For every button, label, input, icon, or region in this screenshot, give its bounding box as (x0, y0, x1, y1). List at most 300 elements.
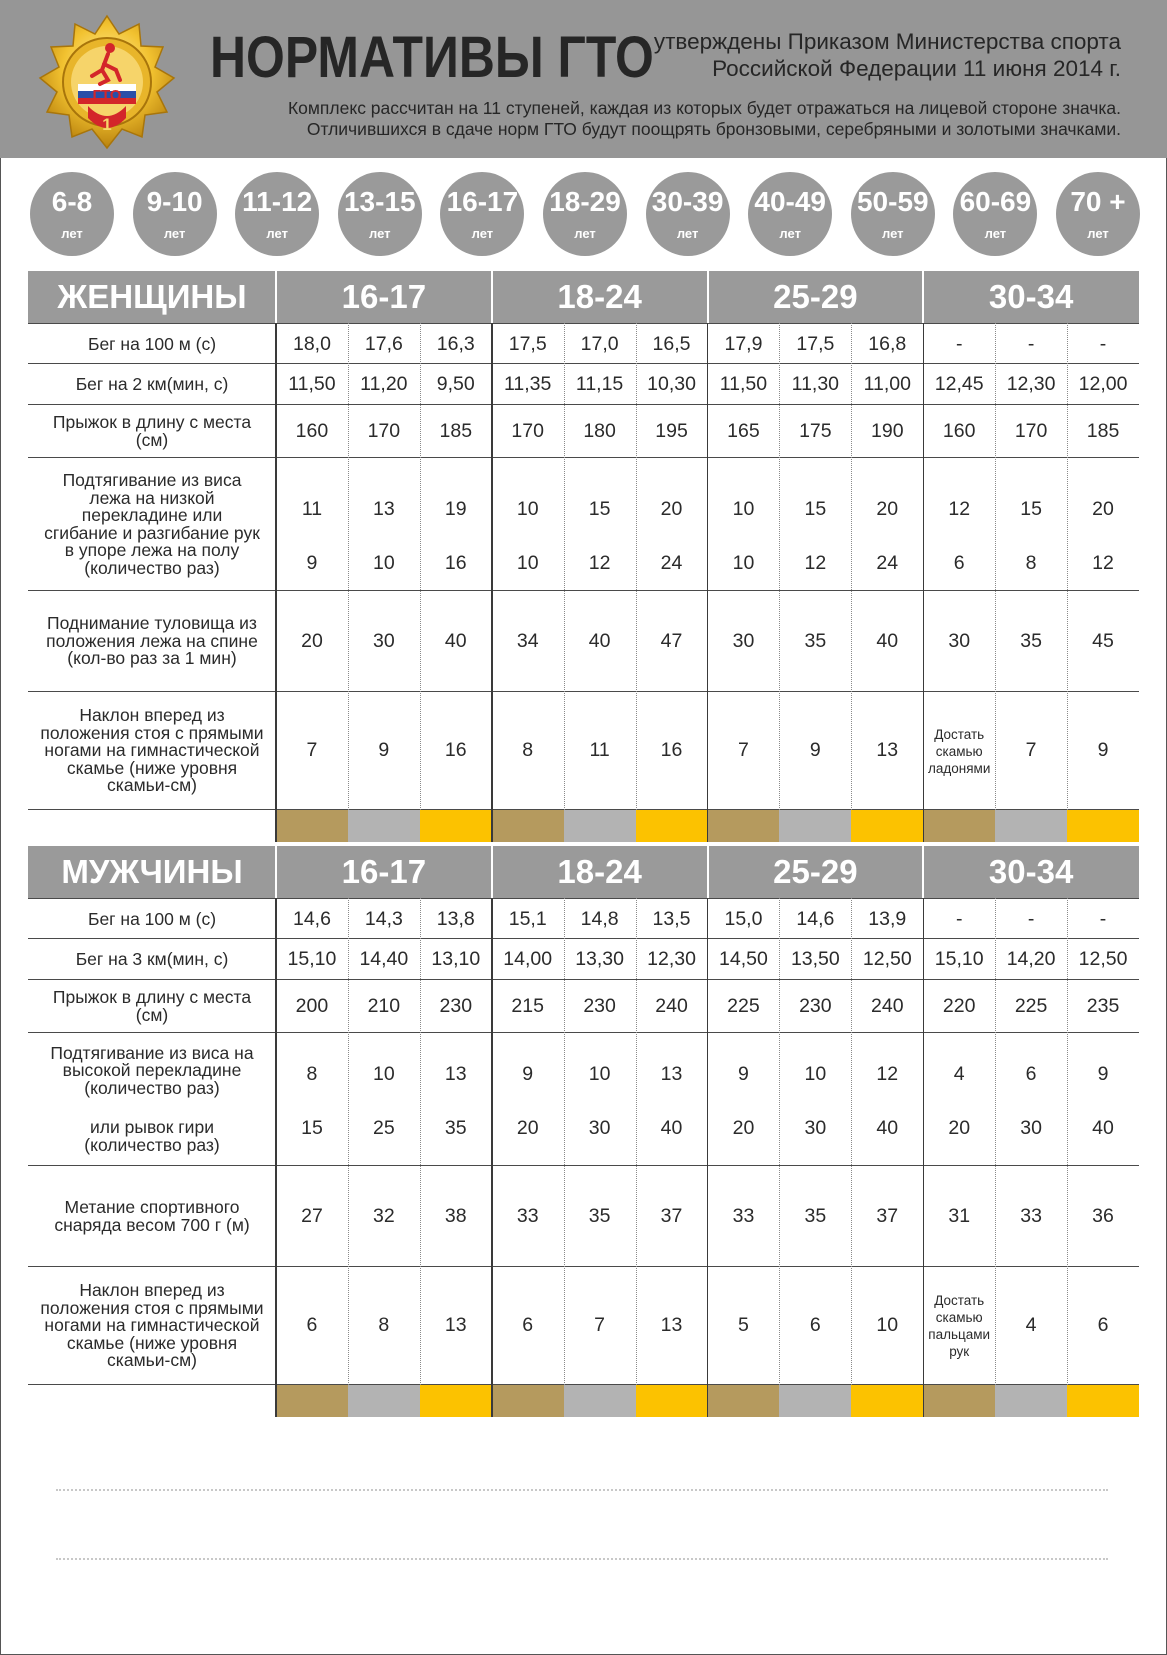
norm-value: 14,3 (364, 907, 403, 930)
column-divider (1067, 323, 1068, 810)
norm-value: - (1027, 907, 1035, 930)
header-divider (491, 271, 493, 323)
norm-value: 33 (516, 1204, 539, 1227)
norm-value: 10 (373, 552, 395, 574)
norm-value: 8 (1025, 552, 1037, 574)
table-row (28, 591, 1139, 692)
norm-value: 30 (804, 1117, 827, 1139)
norm-value: 30 (1020, 1117, 1042, 1139)
norm-value: 10 (732, 552, 755, 574)
table-row (28, 458, 1139, 591)
exercise-label (28, 1033, 276, 1166)
norm-value: 14,40 (359, 947, 409, 970)
norm-value: 36 (1092, 1204, 1114, 1227)
norm-value: 13 (660, 1314, 683, 1336)
bronze-badge-strip (923, 1385, 995, 1417)
group-divider (923, 323, 925, 842)
norm-value: 160 (942, 419, 976, 442)
column-divider (564, 898, 565, 1385)
exercise-label (28, 591, 276, 692)
norm-value: 5 (738, 1314, 749, 1336)
column-divider (779, 898, 780, 1385)
badge-number: 1 (102, 115, 112, 134)
norm-value: 13 (444, 1314, 467, 1336)
age-stage-circle (748, 172, 832, 256)
exercise-label-line: ногами на гимнастической (44, 740, 260, 761)
norm-value: 9,50 (436, 372, 475, 395)
norm-value: 35 (444, 1117, 467, 1139)
norm-value: 13,8 (436, 907, 475, 930)
norm-value: 40 (444, 629, 467, 652)
norm-value: 20 (516, 1117, 539, 1139)
norm-value: 210 (367, 994, 401, 1017)
notes-line-2 (56, 1558, 1108, 1560)
norm-value: 12,50 (862, 947, 912, 970)
age-range: 16-17 (446, 186, 519, 217)
norm-value: 10 (732, 498, 755, 520)
exercise-label-line: положения стоя с прямыми (40, 1297, 264, 1318)
group-divider (275, 898, 277, 1417)
norm-value: 12 (804, 552, 827, 574)
table-header (28, 846, 1139, 898)
norm-value: - (1099, 907, 1107, 930)
column-divider (851, 323, 852, 810)
norm-value: 40 (876, 629, 899, 652)
norm-value: 200 (295, 994, 329, 1017)
norm-value: 24 (876, 552, 899, 574)
table-row (28, 1267, 1139, 1385)
description-line-2: Отличившихся в сдаче норм ГТО будут поощрять бронзовыми, серебряными и золотыми значками. (306, 119, 1121, 139)
norm-value: 10 (516, 552, 539, 574)
silver-badge-strip (995, 810, 1067, 842)
exercise-label (28, 692, 276, 810)
gold-badge-strip (1067, 1385, 1139, 1417)
norm-value: 12,50 (1078, 947, 1128, 970)
norm-value: 175 (799, 419, 832, 442)
norm-value: 20 (876, 498, 899, 520)
group-divider (707, 323, 709, 842)
exercise-label-line: Наклон вперед из (79, 1280, 225, 1301)
age-stage-circle (851, 172, 935, 256)
norm-value: 10 (516, 498, 539, 520)
age-unit: лет (984, 226, 1007, 241)
norm-value: 33 (1020, 1204, 1042, 1227)
age-group-header: 16-17 (341, 853, 427, 890)
badge-label: ГТО (92, 87, 122, 104)
silver-badge-strip (995, 1385, 1067, 1417)
exercise-label-line: (количество раз) (84, 557, 220, 578)
age-stage-circle (440, 172, 524, 256)
age-unit: лет (163, 226, 186, 241)
bronze-badge-strip (492, 810, 564, 842)
bronze-badge-strip (276, 810, 348, 842)
age-range: 18-29 (549, 186, 621, 217)
column-divider (1067, 898, 1068, 1385)
exercise-label (28, 324, 276, 365)
norm-value: 14,6 (796, 907, 835, 930)
age-unit: лет (779, 226, 801, 241)
age-group-header: 16-17 (341, 278, 427, 315)
notes-line-1 (56, 1489, 1108, 1491)
table-sex-title: ЖЕНЩИНЫ (57, 278, 247, 315)
group-divider (707, 898, 709, 1417)
norm-value: 31 (948, 1204, 971, 1227)
age-range: 60-69 (959, 186, 1032, 217)
norm-value: 190 (871, 419, 904, 442)
exercise-label-line: Наклон вперед из (79, 705, 225, 726)
norm-value: 30 (588, 1117, 611, 1139)
norm-value: 13,10 (431, 947, 481, 970)
norm-value: 15 (301, 1117, 323, 1139)
bronze-badge-strip (708, 810, 780, 842)
header-divider (491, 846, 493, 898)
norm-value: 185 (1086, 419, 1120, 442)
age-range: 13-15 (343, 186, 416, 217)
age-group-header: 25-29 (773, 853, 858, 890)
silver-badge-strip (564, 810, 636, 842)
norm-value: 20 (732, 1117, 755, 1139)
norm-value: - (955, 332, 963, 355)
norm-value: 9 (1097, 1063, 1109, 1085)
norm-value: 11,00 (863, 372, 911, 395)
table-header (28, 271, 1139, 323)
exercise-label-line: Бег на 100 м (с) (87, 908, 217, 929)
norm-value: 13 (373, 498, 395, 520)
norm-value: 9 (378, 739, 390, 761)
norm-value: 12 (876, 1063, 899, 1085)
norm-value: 35 (588, 1204, 611, 1227)
norm-value: 10 (373, 1063, 395, 1085)
bronze-badge-strip (923, 810, 995, 842)
norm-value: 34 (516, 629, 539, 652)
norm-value: 14,50 (719, 947, 768, 970)
norm-value: 17,5 (508, 332, 547, 355)
exercise-label-line: ногами на гимнастической (44, 1315, 260, 1336)
age-range: 9-10 (146, 186, 203, 217)
norm-value: 12,30 (1006, 372, 1056, 395)
gto-badge-icon (38, 14, 176, 152)
norm-value: 6 (306, 1314, 318, 1336)
age-range: 6-8 (51, 186, 93, 217)
approval-line-1: утверждены Приказом Министерства спорта (653, 29, 1121, 54)
age-stage-circle (543, 172, 627, 256)
norm-value: 10,30 (647, 372, 696, 395)
column-divider (779, 323, 780, 810)
norm-value: 7 (738, 739, 749, 761)
norm-value: 35 (1020, 629, 1042, 652)
norm-value: 19 (444, 498, 467, 520)
exercise-label-line: высокой перекладине (62, 1060, 242, 1081)
exercise-label-line: лежа на низкой (89, 487, 215, 508)
group-divider (491, 898, 493, 1417)
norm-value: 4 (953, 1063, 965, 1085)
exercise-label-line: скамье (ниже уровня (66, 757, 238, 778)
norm-value: 30 (948, 629, 971, 652)
norm-value: 9 (522, 1063, 534, 1085)
norm-value: 9 (306, 552, 318, 574)
norm-value: 6 (522, 1314, 534, 1336)
exercise-label-line: (см) (135, 1004, 169, 1025)
norm-value: 6 (1025, 1063, 1037, 1085)
table-row (28, 898, 1139, 939)
exercise-label-line: (количество раз) (84, 1077, 220, 1098)
norm-value: 37 (660, 1204, 683, 1227)
norm-value: 14,8 (580, 907, 619, 930)
norm-value: - (1027, 332, 1035, 355)
age-unit: лет (266, 226, 288, 241)
silver-badge-strip (779, 1385, 851, 1417)
norm-value: 6 (809, 1314, 821, 1336)
norm-value: 13 (660, 1063, 683, 1085)
norm-value: 47 (660, 629, 683, 652)
norm-value: 13,9 (868, 907, 907, 930)
gold-badge-strip (1067, 810, 1139, 842)
column-divider (420, 898, 421, 1385)
age-stage-circle (235, 172, 319, 256)
norm-value: 12,00 (1078, 372, 1128, 395)
norm-value: 16,8 (868, 332, 907, 355)
norm-value: 30 (732, 629, 755, 652)
approval-note (654, 28, 1121, 82)
age-range: 50-59 (856, 186, 929, 217)
norm-value: 225 (1014, 994, 1048, 1017)
norm-value: 7 (1025, 739, 1037, 761)
norm-value: 230 (799, 994, 832, 1017)
table-row (28, 939, 1139, 980)
exercise-label-line: Прыжок в длину с места (52, 987, 252, 1007)
exercise-label-line: (см) (135, 429, 169, 450)
norm-value: 16 (444, 739, 467, 761)
norm-value: 9 (809, 739, 821, 761)
age-unit: лет (369, 226, 391, 241)
exercise-label-line: положения лежа на спине (46, 630, 258, 651)
norm-value: 25 (373, 1117, 395, 1139)
norm-value: 45 (1092, 629, 1114, 652)
column-divider (564, 323, 565, 810)
norm-value: 180 (583, 419, 616, 442)
norm-value: 11,20 (360, 372, 408, 395)
norm-value: 40 (876, 1117, 899, 1139)
age-stage-circle (953, 172, 1037, 256)
exercise-label-line: Бег на 3 км(мин, с) (75, 948, 229, 969)
norm-value: 27 (301, 1204, 323, 1227)
norm-value: 9 (1097, 739, 1109, 761)
column-divider (851, 898, 852, 1385)
age-unit: лет (676, 226, 699, 241)
exercise-label (28, 899, 276, 940)
norm-value: 11,50 (719, 372, 768, 395)
table-row (28, 692, 1139, 810)
norm-value: Достать скамью пальцами рук (928, 1293, 991, 1359)
description-line-1: Комплекс рассчитан на 11 ступеней, каждая из которых будет отражаться на лицевой стороне значка. (287, 98, 1121, 118)
exercise-label-line: Бег на 2 км(мин, с) (75, 373, 229, 394)
gold-badge-strip (851, 810, 923, 842)
column-divider (995, 898, 996, 1385)
exercise-label-line: Прыжок в длину с места (52, 412, 252, 432)
norm-value: 20 (301, 629, 323, 652)
exercise-label-line: Бег на 100 м (с) (87, 333, 217, 354)
exercise-label (28, 939, 276, 980)
age-range: 40-49 (754, 186, 826, 217)
norm-value: 38 (444, 1204, 467, 1227)
norm-value: 16 (444, 552, 467, 574)
exercise-label-line: скамьи-см) (107, 775, 197, 796)
norm-value: 24 (660, 552, 683, 574)
group-divider (923, 898, 925, 1417)
norm-value: 9 (738, 1063, 749, 1085)
norm-value: 11 (589, 739, 610, 761)
norm-value: 32 (373, 1204, 395, 1227)
silver-badge-strip (779, 810, 851, 842)
women-table (28, 271, 1139, 847)
norm-value: 13,5 (652, 907, 691, 930)
exercise-label-line: Метание спортивного (64, 1197, 240, 1217)
norm-value: 185 (439, 419, 473, 442)
norm-value: 215 (511, 994, 544, 1017)
exercise-label-line: Подтягивание из виса (62, 470, 242, 490)
norm-value: 16,3 (436, 332, 475, 355)
bronze-badge-strip (276, 1385, 348, 1417)
header-divider (275, 846, 277, 898)
silver-badge-strip (348, 810, 420, 842)
column-divider (636, 898, 637, 1385)
age-group-header: 18-24 (557, 853, 642, 890)
norm-value: 240 (871, 994, 904, 1017)
age-range: 11-12 (242, 186, 313, 217)
norm-value: 8 (378, 1314, 390, 1336)
norm-value: 8 (306, 1063, 318, 1085)
norm-value: 160 (295, 419, 329, 442)
table-row (28, 1033, 1139, 1166)
norm-value: 17,0 (580, 332, 619, 355)
exercise-label-line: скамьи-см) (107, 1350, 197, 1371)
norm-value: 6 (953, 552, 965, 574)
exercise-label-line: Поднимание туловища из (47, 613, 257, 634)
table-row (28, 323, 1139, 364)
men-table (28, 846, 1139, 1422)
group-divider (491, 323, 493, 842)
exercise-label-line: скамье (ниже уровня (66, 1332, 238, 1353)
norm-value: 17,5 (796, 332, 835, 355)
norm-value: 13 (444, 1063, 467, 1085)
age-group-header: 18-24 (557, 278, 642, 315)
exercise-label (28, 1267, 276, 1385)
norm-value: 40 (1092, 1117, 1114, 1139)
norm-value: 12,30 (647, 947, 696, 970)
header-divider (707, 271, 709, 323)
norm-value: 40 (660, 1117, 683, 1139)
norm-value: 10 (876, 1314, 899, 1336)
age-unit: лет (61, 226, 83, 241)
norm-value: 40 (588, 629, 611, 652)
norm-value: 11,50 (288, 372, 336, 395)
norm-value: 230 (439, 994, 473, 1017)
norm-value: 37 (876, 1204, 899, 1227)
exercise-label (28, 980, 276, 1033)
exercise-label (28, 364, 276, 405)
norm-value: 11,30 (791, 372, 840, 395)
age-group-header: 25-29 (773, 278, 858, 315)
age-stage-circle (30, 172, 114, 256)
norm-value: 15,0 (724, 907, 763, 930)
age-range: 70 + (1070, 186, 1126, 217)
norm-value: 20 (1092, 498, 1114, 520)
norm-value: 20 (948, 1117, 971, 1139)
page-title: НОРМАТИВЫ ГТО (210, 25, 654, 90)
norm-value: 14,20 (1006, 947, 1056, 970)
exercise-label-line (50, 1097, 253, 1119)
age-stage-row (30, 172, 1140, 257)
norm-value: 35 (804, 1204, 827, 1227)
gold-badge-strip (420, 810, 492, 842)
norm-value: - (1099, 332, 1107, 355)
norm-value: 170 (367, 419, 401, 442)
exercise-label-line: в упоре лежа на полу (64, 540, 240, 560)
norm-value: 170 (1014, 419, 1048, 442)
approval-line-2: Российской Федерации 11 июня 2014 г. (712, 56, 1121, 81)
table-row (28, 405, 1139, 458)
norm-value: 10 (804, 1063, 827, 1085)
header-divider (707, 846, 709, 898)
bronze-badge-strip (708, 1385, 780, 1417)
gold-badge-strip (851, 1385, 923, 1417)
exercise-label-line: сгибание и разгибание рук (44, 522, 260, 543)
norm-value: 6 (1097, 1314, 1109, 1336)
group-divider (275, 323, 277, 842)
silver-badge-strip (564, 1385, 636, 1417)
age-unit: лет (882, 226, 904, 241)
norm-value: 240 (655, 994, 688, 1017)
norm-value: 17,9 (724, 332, 763, 355)
norm-value: - (955, 907, 963, 930)
norm-value: 15,1 (508, 907, 547, 930)
description (288, 98, 1121, 140)
norm-value: 13,30 (575, 947, 625, 970)
norm-value: 11 (301, 498, 323, 520)
column-divider (348, 323, 349, 810)
norm-value: 12 (948, 498, 971, 520)
norm-value: 12 (1092, 552, 1114, 574)
age-stage-circle (133, 172, 217, 256)
norm-value: 8 (522, 739, 534, 761)
column-divider (420, 323, 421, 810)
norm-value: 11,15 (575, 372, 624, 395)
bronze-badge-strip (492, 1385, 564, 1417)
age-stage-circle (1056, 172, 1140, 256)
gold-badge-strip (636, 810, 708, 842)
age-range: 30-39 (651, 186, 724, 217)
norm-value: 230 (583, 994, 616, 1017)
exercise-label (28, 1166, 276, 1267)
exercise-label-line: снаряда весом 700 г (м) (54, 1214, 250, 1235)
header-divider (922, 271, 924, 323)
column-divider (995, 323, 996, 810)
norm-value: 16 (660, 739, 683, 761)
norm-value: 15,10 (287, 947, 337, 970)
norm-value: 16,5 (652, 332, 691, 355)
table-row (28, 980, 1139, 1033)
gold-badge-strip (636, 1385, 708, 1417)
exercise-label-line: положения стоя с прямыми (40, 722, 264, 743)
header-banner (0, 0, 1167, 158)
norm-value: 170 (511, 419, 544, 442)
norm-value: 15 (804, 498, 827, 520)
norm-value: 13 (876, 739, 899, 761)
norm-value: 225 (727, 994, 760, 1017)
norm-value: 14,00 (503, 947, 553, 970)
age-unit: лет (574, 226, 596, 241)
norm-value: 220 (942, 994, 976, 1017)
